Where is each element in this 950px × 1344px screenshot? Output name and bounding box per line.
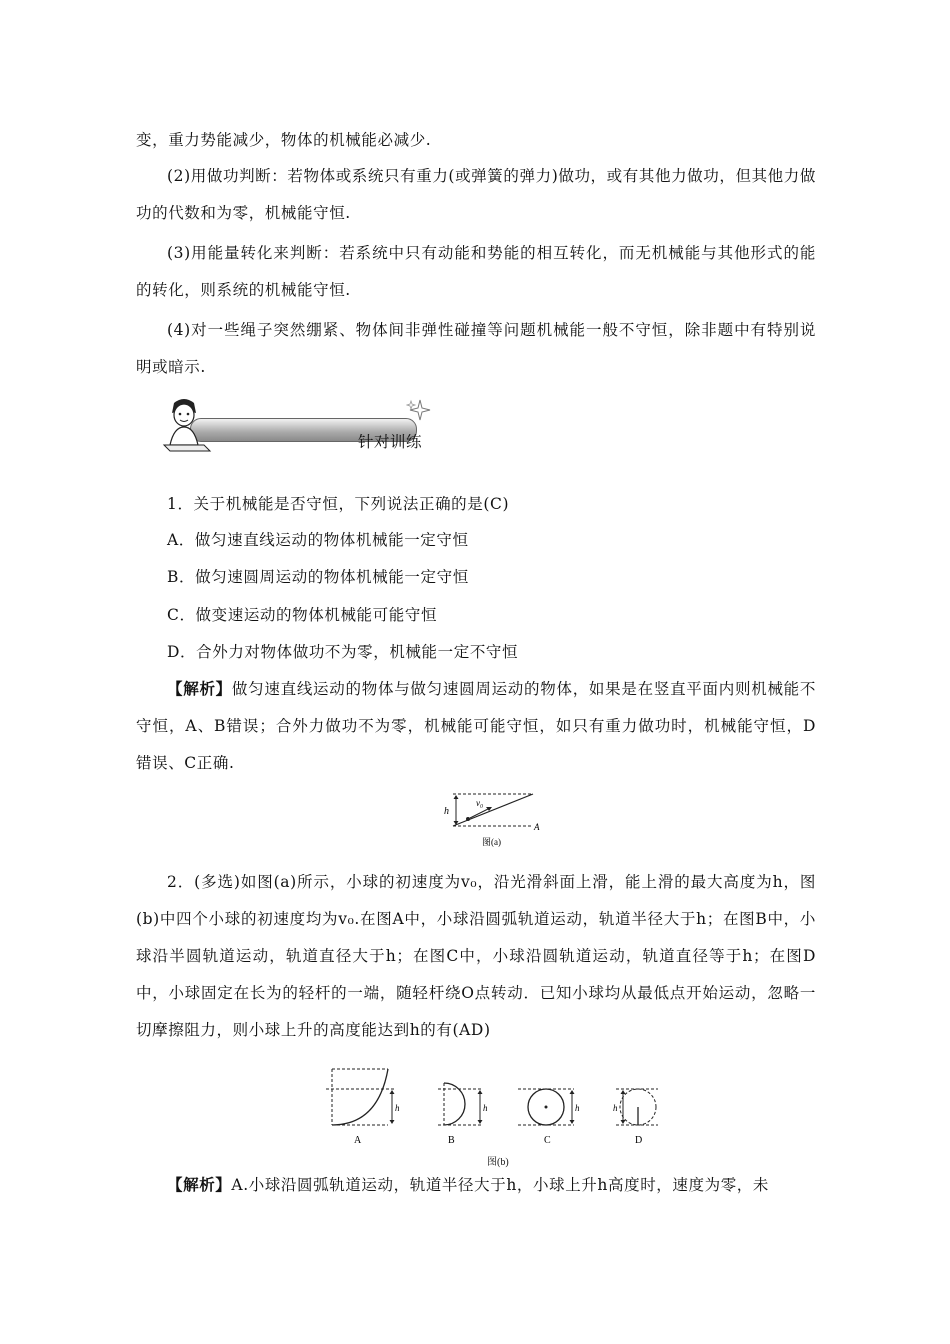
q2-stem: 2．(多选)如图(a)所示，小球的初速度为v₀，沿光滑斜面上滑，能上滑的最大高度为h，图(b)中四个小球的初速度均为v₀.在图A中，小球沿圆弧轨道运动，轨道半径大于h；在图B中，小球沿半圆轨道运动，轨道直径大于h；在图C中，小球沿圆轨道运动，轨道直径等于h；在图D中，小球固定在长为的轻杆的一端，随轻杆绕O点转动．已知小球均从最低点开始运动，忽略一切摩擦阻力，则小球上升的高度能达到h的有(AD) (136, 873, 816, 1039)
q1-option-b: B．做匀速圆周运动的物体机械能一定守恒 (167, 568, 469, 586)
q1-option-c: C．做变速运动的物体机械能可能守恒 (167, 606, 438, 624)
fig-b-track-d (613, 1089, 658, 1146)
fig-a-v0-label: v₀ (476, 798, 484, 808)
analysis-tag: 【解析】 (167, 1175, 232, 1194)
figure-b-tracks (318, 1063, 678, 1153)
fig-a-a-label: A (534, 822, 540, 832)
fig-b-h-c: h (575, 1103, 580, 1113)
fig-b-track-a (326, 1069, 400, 1146)
q1-stem: 1．关于机械能是否守恒，下列说法正确的是(C) (167, 495, 510, 513)
fig-b-label-d: D (635, 1135, 643, 1146)
sparkle-icon (406, 398, 434, 424)
fig-b-label-b: B (448, 1135, 455, 1146)
paragraph-collision-note: (4)对一些绳子突然绷紧、物体间非弹性碰撞等问题机械能一般不守恒，除非题中有特别说明或暗示. (136, 321, 816, 376)
fig-b-h-a: h (395, 1103, 400, 1113)
fig-b-caption: 图(b) (487, 1157, 509, 1168)
paragraph-work-criterion: (2)用做功判断：若物体或系统只有重力(或弹簧的弹力)做功，或有其他力做功，但其他力做功的代数和为零，机械能守恒. (136, 167, 816, 222)
fig-b-track-b (438, 1083, 488, 1146)
q1-option-a: A．做匀速直线运动的物体机械能一定守恒 (167, 531, 469, 549)
intro-line: 变，重力势能减少，物体的机械能必减少. (136, 131, 432, 149)
student-reading-icon (162, 395, 212, 455)
fig-b-h-d: h (613, 1103, 618, 1113)
q2-analysis (167, 1173, 769, 1195)
analysis-tag: 【解析】 (167, 679, 232, 698)
fig-b-track-c (518, 1089, 580, 1146)
q2-analysis-text: A.小球沿圆弧轨道运动，轨道半径大于h，小球上升h高度时，速度为零，未 (231, 1176, 769, 1194)
fig-a-caption: 图(a) (482, 837, 501, 847)
fig-a-h-label: h (444, 806, 449, 817)
q1-option-d: D．合外力对物体做功不为零，机械能一定不守恒 (167, 643, 519, 661)
q1-analysis (136, 670, 816, 782)
section-title: 针对训练 (358, 433, 423, 451)
paragraph-energy-criterion: (3)用能量转化来判断：若系统中只有动能和势能的相互转化，而无机械能与其他形式的能的转化，则系统的机械能守恒. (136, 244, 816, 299)
fig-b-h-b: h (483, 1103, 488, 1113)
q1-analysis-text: 做匀速直线运动的物体与做匀速圆周运动的物体，如果是在竖直平面内则机械能不守恒，A、B错误；合外力做功不为零，机械能可能守恒，如只有重力做功时，机械能守恒，D错误、C正确. (136, 680, 816, 772)
figure-a-incline (440, 790, 550, 850)
fig-b-label-c: C (544, 1135, 551, 1146)
fig-b-label-a: A (354, 1135, 362, 1146)
